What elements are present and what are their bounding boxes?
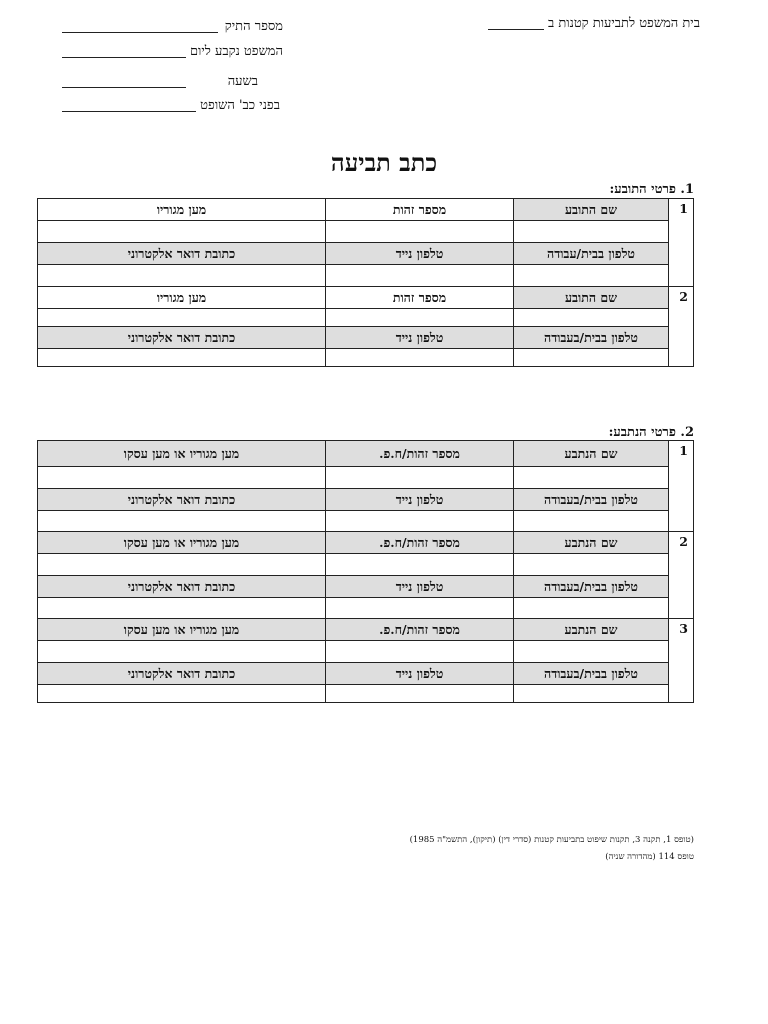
defendant-mobile-input[interactable] xyxy=(326,598,514,619)
cell-label: מען מגוריו xyxy=(38,287,326,309)
table-row xyxy=(38,511,694,532)
defendant-email-input[interactable] xyxy=(38,511,326,532)
defendant-number: 1 xyxy=(669,441,694,532)
table-row xyxy=(38,327,694,349)
file-number-line xyxy=(62,32,218,33)
plaintiff-number: 2 xyxy=(669,287,694,367)
cell-label: מען מגוריו או מען עסקו xyxy=(38,619,326,641)
table-row xyxy=(38,243,694,265)
time-line xyxy=(62,87,186,88)
defendant-email-input[interactable] xyxy=(38,598,326,619)
defendant-email-input[interactable] xyxy=(38,685,326,703)
table-row xyxy=(38,265,694,287)
time-label: בשעה xyxy=(227,74,258,89)
plaintiff-name-input[interactable] xyxy=(514,309,669,327)
defendant-id-input[interactable] xyxy=(326,467,514,489)
table-row xyxy=(38,532,694,554)
defendant-mobile-input[interactable] xyxy=(326,685,514,703)
cell-label: מספר זהות/ח.פ. xyxy=(326,441,514,467)
cell-label: טלפון נייד xyxy=(326,576,514,598)
cell-label: כתובת דואר אלקטרוני xyxy=(38,576,326,598)
plaintiff-id-input[interactable] xyxy=(326,309,514,327)
plaintiff-address-input[interactable] xyxy=(38,309,326,327)
cell-label: טלפון בבית/בעבודה xyxy=(514,576,669,598)
defendant-name-input[interactable] xyxy=(514,554,669,576)
cell-label: כתובת דואר אלקטרוני xyxy=(38,327,326,349)
defendant-number: 2 xyxy=(669,532,694,619)
cell-label: טלפון נייד xyxy=(326,489,514,511)
plaintiffs-table xyxy=(37,198,694,367)
defendant-address-input[interactable] xyxy=(38,641,326,663)
cell-label: מען מגוריו xyxy=(38,199,326,221)
judge-label: בפני כב' השופט xyxy=(200,98,280,113)
plaintiff-name-input[interactable] xyxy=(514,221,669,243)
cell-label: שם התובע xyxy=(514,199,669,221)
defendants-table xyxy=(37,440,694,703)
cell-label: כתובת דואר אלקטרוני xyxy=(38,489,326,511)
table-row xyxy=(38,287,694,309)
cell-label: טלפון נייד xyxy=(326,663,514,685)
form-citation: (טופס 1, תקנה 3, תקנות שיפוט בתביעות קטנות (סדרי דין) (תיקון), התשמ"ה 1985) xyxy=(409,835,694,845)
cell-label: כתובת דואר אלקטרוני xyxy=(38,243,326,265)
cell-label: טלפון נייד xyxy=(326,243,514,265)
defendant-id-input[interactable] xyxy=(326,641,514,663)
table-row xyxy=(38,489,694,511)
document-title: כתב תביעה xyxy=(330,148,438,177)
cell-label: מספר זהות/ח.פ. xyxy=(326,532,514,554)
cell-label: שם הנתבע xyxy=(514,619,669,641)
plaintiff-number: 1 xyxy=(669,199,694,287)
judge-line xyxy=(62,111,196,112)
cell-label: טלפון בבית/עבודה xyxy=(514,243,669,265)
defendant-address-input[interactable] xyxy=(38,467,326,489)
plaintiff-mobile-input[interactable] xyxy=(326,265,514,287)
cell-label: מספר זהות/ח.פ. xyxy=(326,619,514,641)
plaintiff-mobile-input[interactable] xyxy=(326,349,514,367)
cell-label: שם הנתבע xyxy=(514,532,669,554)
defendant-name-input[interactable] xyxy=(514,467,669,489)
plaintiff-phone-input[interactable] xyxy=(514,349,669,367)
court-label: בית המשפט לתביעות קטנות ב xyxy=(547,16,700,31)
cell-label: טלפון בבית/בעבודה xyxy=(514,489,669,511)
defendant-name-input[interactable] xyxy=(514,641,669,663)
defendant-id-input[interactable] xyxy=(326,554,514,576)
cell-label: מספר זהות xyxy=(326,199,514,221)
cell-label: טלפון נייד xyxy=(326,327,514,349)
defendant-number: 3 xyxy=(669,619,694,703)
table-row xyxy=(38,309,694,327)
cell-label: מספר זהות xyxy=(326,287,514,309)
defendant-mobile-input[interactable] xyxy=(326,511,514,532)
table-row xyxy=(38,467,694,489)
table-row xyxy=(38,641,694,663)
hearing-date-label: המשפט נקבע ליום xyxy=(189,44,283,59)
table-row xyxy=(38,576,694,598)
defendant-address-input[interactable] xyxy=(38,554,326,576)
table-row xyxy=(38,619,694,641)
defendant-phone-input[interactable] xyxy=(514,685,669,703)
defendant-phone-input[interactable] xyxy=(514,598,669,619)
table-row xyxy=(38,663,694,685)
defendant-phone-input[interactable] xyxy=(514,511,669,532)
plaintiff-id-input[interactable] xyxy=(326,221,514,243)
hearing-date-line xyxy=(62,57,186,58)
table-row xyxy=(38,349,694,367)
table-row xyxy=(38,441,694,467)
cell-label: טלפון בבית/בעבודה xyxy=(514,327,669,349)
table-row xyxy=(38,598,694,619)
defendants-section-title: 2. פרטי הנתבע: xyxy=(608,425,694,440)
court-name-line xyxy=(488,29,544,30)
cell-label: טלפון בבית/בעבודה xyxy=(514,663,669,685)
table-row xyxy=(38,685,694,703)
table-row xyxy=(38,554,694,576)
cell-label: מען מגוריו או מען עסקו xyxy=(38,441,326,467)
form-edition: טופס 114 (מהדורה שניה) xyxy=(605,852,694,862)
table-row xyxy=(38,221,694,243)
plaintiffs-section-title: 1. פרטי התובע: xyxy=(609,182,694,197)
cell-label: שם התובע xyxy=(514,287,669,309)
file-number-label: מספר התיק xyxy=(224,19,283,34)
cell-label: כתובת דואר אלקטרוני xyxy=(38,663,326,685)
plaintiff-phone-input[interactable] xyxy=(514,265,669,287)
cell-label: מען מגוריו או מען עסקו xyxy=(38,532,326,554)
plaintiff-address-input[interactable] xyxy=(38,221,326,243)
plaintiff-email-input[interactable] xyxy=(38,349,326,367)
table-row xyxy=(38,199,694,221)
plaintiff-email-input[interactable] xyxy=(38,265,326,287)
cell-label: שם הנתבע xyxy=(514,441,669,467)
